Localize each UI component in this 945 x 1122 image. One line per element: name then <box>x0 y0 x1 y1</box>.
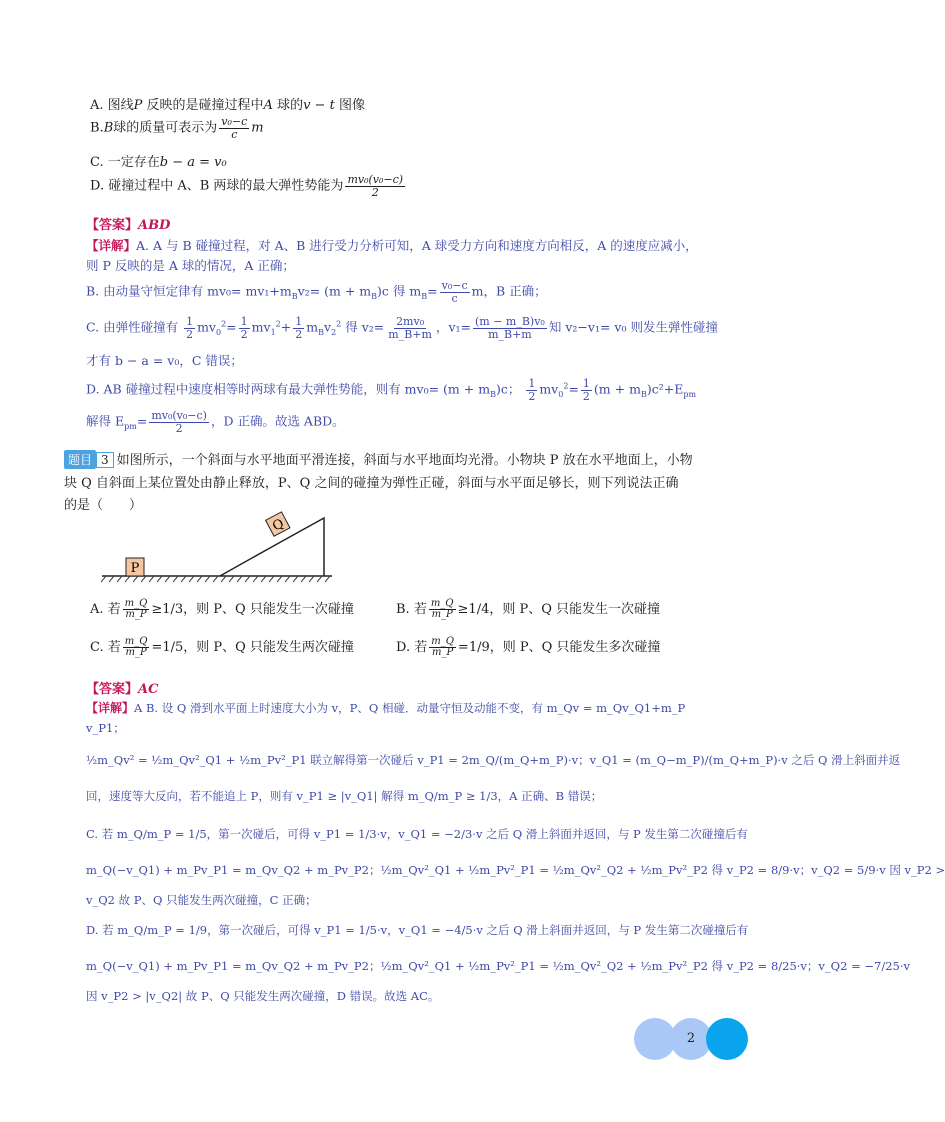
q3-option-d: D. 若 $\frac{m\_Q}{m\_P}$ =1/9，则 P、Q 只能发生多次碰撞 <box>396 635 661 658</box>
q2-detail-line-5: 解得 $E_{pm}=$ $\frac{\text{mv₀(v₀−c)}}{2}$ ，D 正确。故选 ABD。 <box>86 409 345 435</box>
q2-detail-line-4: D. AB 碰撞过程中速度相等时两球有最大弹性势能，则有 $mv_0= (m + m_B)c$； $\frac{1}{2}$ $mv_0^2=$ $\frac{1}{2}$ $(m + m_B)c^2+E_{pm}$ <box>86 377 697 403</box>
q3-detail-line-9: 因 v_P2 > |v_Q2| 故 P、Q 只能发生两次碰撞，D 错误。故选 AC。 <box>86 989 440 1003</box>
q3-answer: 【答案】AC <box>86 682 159 697</box>
q3-detail-line-5: m_Q(−v_Q1) + m_Pv_P1 = m_Qv_Q2 + m_Pv_P2；½m_Qv²_Q1 + ½m_Pv²_P1 = ½m_Qv²_Q2 + ½m_Pv²_P2 得 v_P2 = 8/9·v；v_Q2 = 5/9·v 因 v_P2 > <box>86 863 945 877</box>
page-circle-right <box>706 1018 748 1060</box>
q3-detail-line-1b: v_P1； <box>86 721 125 735</box>
block-p-label: P <box>130 561 140 576</box>
q3-detail-line-8: m_Q(−v_Q1) + m_Pv_P1 = m_Qv_Q2 + m_Pv_P2；½m_Qv²_Q1 + ½m_Pv²_P1 = ½m_Qv²_Q2 + ½m_Pv²_P2 得 v_P2 = 8/25·v；v_Q2 = −7/25·v <box>86 959 910 973</box>
q3-detail-line-2: ½m_Qv² = ½m_Qv²_Q1 + ½m_Pv²_P1 联立解得第一次碰后 v_P1 = 2m_Q/(m_Q+m_P)·v；v_Q1 = (m_Q−m_P)/(m_Q+m_P)·v 之后 Q 滑上斜面并返 <box>86 753 901 767</box>
block-q <box>266 512 290 536</box>
q2-detail-line-1: 【详解】A. A 与 B 碰撞过程，对 A、B 进行受力分析可知，A 球受力方向和速度方向相反，A 的速度应减小， <box>86 238 698 253</box>
q3-detail-line-4: C. 若 m_Q/m_P = 1/5，第一次碰后，可得 v_P1 = 1/3·v，v_Q1 = −2/3·v 之后 Q 滑上斜面并返回，与 P 发生第二次碰撞后有 <box>86 827 748 841</box>
q3-option-a: A. 若 $\frac{m\_Q}{m\_P}$ ≥1/3，则 P、Q 只能发生一次碰撞 <box>90 597 354 620</box>
q3-detail-line-1: 【详解】A B. 设 Q 滑到水平面上时速度大小为 v，P、Q 相碰．动量守恒及动能不变，有 m_Qv = m_Qv_Q1+m_P <box>86 701 686 715</box>
q2-detail-line-1b: 则 P 反映的是 A 球的情况，A 正确； <box>86 258 295 273</box>
block-q-label: Q <box>270 516 287 535</box>
q2-answer: 【答案】ABD <box>86 218 171 233</box>
q3-option-c: C. 若 $\frac{m\_Q}{m\_P}$ =1/5，则 P、Q 只能发生两次碰撞 <box>90 635 354 658</box>
q2-option-c: C. 一定存在b − a = v₀ <box>90 155 227 170</box>
q2-option-b: B.B球的质量可表示为 $\frac{\text{v₀−c}}{c}$ m <box>90 115 264 141</box>
ground-hatching <box>101 576 330 582</box>
q3-stem-line-2: 块 Q 自斜面上某位置处由静止释放，P、Q 之间的碰撞为弹性正碰，斜面与水平面足够长，则下列说法正确 <box>64 476 679 491</box>
q2-detail-line-2: B. 由动量守恒定律有 $mv_0= mv_1+m_Bv_2= (m + m_B)c$ 得 $m_B=$ $\frac{\text{v₀−c}}{c}$ m，B 正确； <box>86 279 547 305</box>
q3-detail-line-3: 回，速度等大反向，若不能追上 P，则有 v_P1 ≥ |v_Q1| 解得 m_Q/m_P ≥ 1/3，A 正确、B 错误； <box>86 789 603 803</box>
q3-detail-line-6: v_Q2 故 P、Q 只能发生两次碰撞，C 正确； <box>86 893 317 907</box>
page-number: 2 <box>686 1031 696 1046</box>
q2-option-d: D. 碰撞过程中 A、B 两球的最大弹性势能为 $\frac{\text{mv₀(v₀−c)}}{2}$ <box>90 173 404 199</box>
q2-option-a: A. 图线P 反映的是碰撞过程中A 球的v − t 图像 <box>90 98 365 113</box>
q2-detail-line-3: C. 由弹性碰撞有 $\frac{1}{2}$ $mv_0^2=$ $\frac{1}{2}$ $mv_1^2+$ $\frac{1}{2}$ $m_Bv_2^2$ 得 v₂= $\frac{\text{2mv₀}}{m\_B+m}$ ，v₁= $\frac{\text{(m − m\_B)v₀}}{m\_B+m}$ 知 v₂−v₁= v₀ 则发生弹性碰撞 <box>86 315 718 341</box>
q3-tag: 题目 <box>64 450 96 469</box>
q3-option-b: B. 若 $\frac{m\_Q}{m\_P}$ ≥1/4，则 P、Q 只能发生一次碰撞 <box>396 597 661 620</box>
q3-stem-line-3: 的是（ ） <box>64 498 143 513</box>
q2-detail-line-3b: 才有 b − a = v₀，C 错误； <box>86 353 243 368</box>
q3-detail-line-7: D. 若 m_Q/m_P = 1/9，第一次碰后，可得 v_P1 = 1/5·v，v_Q1 = −4/5·v 之后 Q 滑上斜面并返回，与 P 发生第二次碰撞后有 <box>86 923 749 937</box>
incline-diagram <box>96 510 336 586</box>
q3-stem-line-1: 题目 3 如图所示，一个斜面与水平地面平滑连接，斜面与水平地面均光滑。小物块 P 放在水平地面上，小物 <box>64 449 693 469</box>
